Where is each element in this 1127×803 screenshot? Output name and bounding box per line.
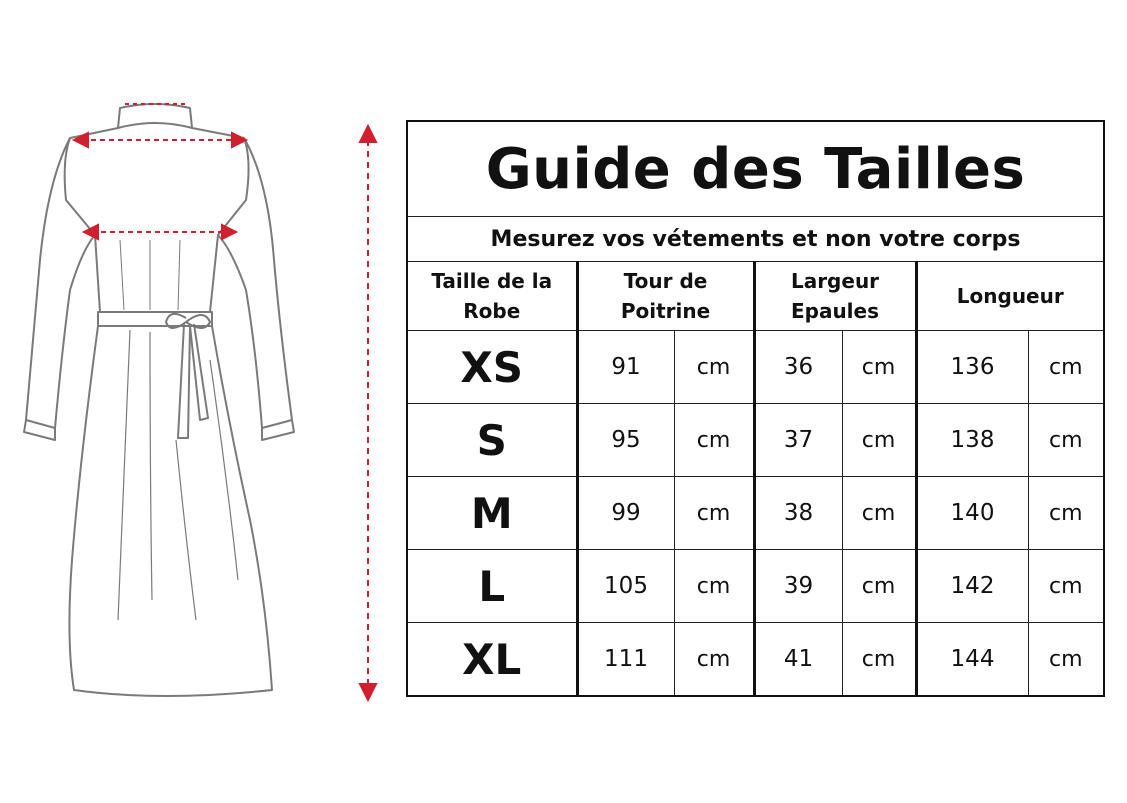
- chest-value: 95: [577, 404, 674, 477]
- size-label: XL: [407, 623, 577, 697]
- unit-label: cm: [674, 623, 754, 697]
- length-value: 140: [916, 477, 1028, 550]
- unit-label: cm: [674, 550, 754, 623]
- chest-value: 91: [577, 331, 674, 404]
- length-value: 142: [916, 550, 1028, 623]
- unit-label: cm: [1028, 404, 1104, 477]
- table-row: [407, 331, 1104, 404]
- chest-value: 111: [577, 623, 674, 697]
- shoulders-value: 37: [754, 404, 842, 477]
- unit-label: cm: [1028, 331, 1104, 404]
- size-label: XS: [407, 331, 577, 404]
- unit-label: cm: [674, 331, 754, 404]
- length-value: 136: [916, 331, 1028, 404]
- chest-value: 105: [577, 550, 674, 623]
- length-value: 138: [916, 404, 1028, 477]
- dress-measurement-illustration: [0, 0, 400, 803]
- unit-label: cm: [1028, 550, 1104, 623]
- table-row: [407, 550, 1104, 623]
- size-guide-table: [406, 120, 1105, 697]
- dress-outline: [24, 104, 294, 696]
- page-title: Guide des Tailles: [407, 121, 1104, 217]
- unit-label: cm: [842, 477, 916, 550]
- column-header-length: Longueur: [916, 262, 1104, 331]
- unit-label: cm: [842, 623, 916, 697]
- unit-label: cm: [674, 477, 754, 550]
- measure-instruction: Mesurez vos vétements et non votre corps: [407, 217, 1104, 262]
- table-row: [407, 623, 1104, 697]
- column-header-chest: Tour de Poitrine: [577, 262, 754, 331]
- column-header-shoulders: Largeur Epaules: [754, 262, 916, 331]
- table-row: [407, 477, 1104, 550]
- size-label: M: [407, 477, 577, 550]
- shoulders-value: 39: [754, 550, 842, 623]
- chest-value: 99: [577, 477, 674, 550]
- column-header-size: Taille de la Robe: [407, 262, 577, 331]
- size-label: L: [407, 550, 577, 623]
- length-measure-arrow: [360, 126, 376, 700]
- unit-label: cm: [674, 404, 754, 477]
- shoulder-measure-arrow: [74, 104, 246, 147]
- shoulders-value: 36: [754, 331, 842, 404]
- chest-measure-arrow: [84, 225, 236, 239]
- unit-label: cm: [842, 404, 916, 477]
- length-value: 144: [916, 623, 1028, 697]
- unit-label: cm: [1028, 623, 1104, 697]
- unit-label: cm: [1028, 477, 1104, 550]
- column-header-row: [407, 262, 1104, 331]
- shoulders-value: 41: [754, 623, 842, 697]
- unit-label: cm: [842, 550, 916, 623]
- shoulders-value: 38: [754, 477, 842, 550]
- table-row: [407, 404, 1104, 477]
- size-label: S: [407, 404, 577, 477]
- unit-label: cm: [842, 331, 916, 404]
